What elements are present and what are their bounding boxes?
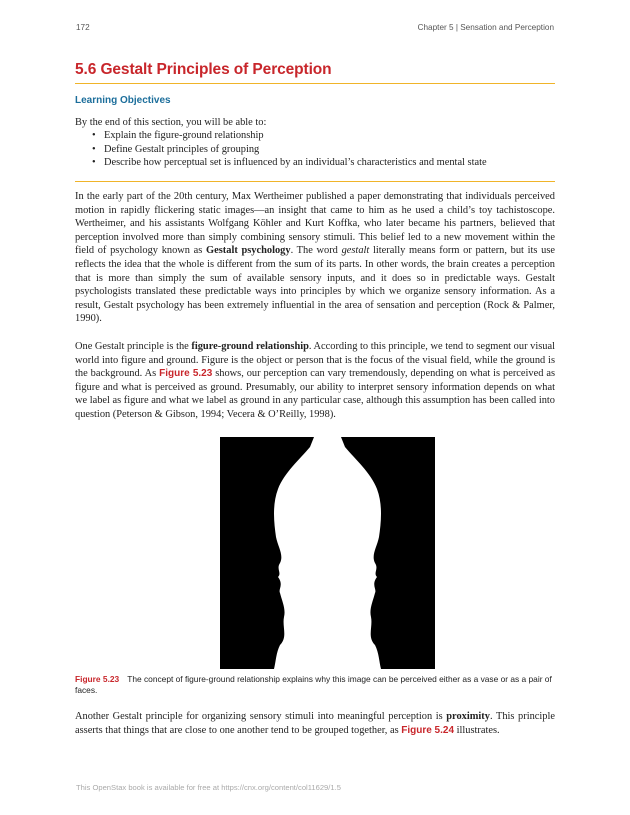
page-footer: This OpenStax book is available for free at https://cnx.org/content/col11629/1.5 <box>76 783 341 792</box>
text-run: One Gestalt principle is the <box>75 341 192 352</box>
text-run: shows, our perception can vary tremendously, depending on what is perceived as figure and what is perceived as ground. Presumably, our ability to interpret sensory information depends on what we label as figure and what we label as ground in any particular case, although this assumption has been called into question (Peterson & Gibson, 1994; Vecera & O’Reilly, 1998). <box>75 368 556 420</box>
text-run: . This principle asserts that things that are close to one another tend to be grouped together, as <box>75 711 555 736</box>
text-run: Another Gestalt principle for organizing sensory stimuli into meaningful perception is <box>75 711 447 722</box>
learning-objectives-intro: By the end of this section, you will be able to: <box>75 117 267 128</box>
bullet-icon: • <box>92 143 96 155</box>
figure-5-24-link[interactable]: Figure 5.24 <box>401 724 455 736</box>
text-run: literally means form or pattern, but its use reflects the idea that the whole is different from the sum of its parts. In other words, the brain creates a perception that is more than simply the sum of available sensory inputs, and it does so in predictable ways. Gestalt psychologists translated these predictable ways into principles by which we organize sensory information. As a result, Gestalt psychology has been extremely influential in the area of sensation and perception (Rock & Palmer, 1990). <box>75 245 555 325</box>
bullet-icon: • <box>92 157 96 169</box>
learning-objectives-heading: Learning Objectives <box>75 95 171 106</box>
key-term-gestalt-psychology: Gestalt psychology <box>206 245 291 257</box>
figure-label: Figure 5.23 <box>75 674 120 684</box>
text-run: In the early part of the 20th century, Max Wertheimer published a paper demonstrating that individuals perceived motion in rapidly flickering static images—an insight that came to him as he used a child’s toy tachistoscope. Wertheimer, and his assistants Wolfgang Köhler and Kurt Koffka, who later became his partners, believed that perception involved more than simply combining sensory stimuli. This belief led to a new movement within the field of psychology known as <box>75 191 555 257</box>
text-run: illustrates. <box>454 724 500 736</box>
text-run: . The word <box>290 245 342 257</box>
objective-item <box>75 129 487 143</box>
caption-text: The concept of figure-ground relationship explains why this image can be perceived either as a vase or as a pair of faces. <box>75 674 552 695</box>
objective-text: Define Gestalt principles of grouping <box>104 143 260 155</box>
section-title: 5.6 Gestalt Principles of Perception <box>75 61 332 78</box>
key-term-figure-ground: figure-ground relationship <box>191 341 309 352</box>
learning-objectives-list <box>75 129 487 170</box>
body-paragraph-3 <box>75 710 555 737</box>
figure-caption <box>75 674 553 695</box>
objective-text: Describe how perceptual set is influenced by an individual’s characteristics and mental state <box>104 157 487 169</box>
objectives-rule <box>75 181 555 182</box>
chapter-header: Chapter 5 | Sensation and Perception <box>417 23 554 32</box>
page-number: 172 <box>76 23 90 32</box>
vase-faces-illusion <box>220 437 435 669</box>
bullet-icon: • <box>92 130 96 141</box>
title-rule <box>75 83 555 84</box>
objective-text: Explain the figure-ground relationship <box>104 130 264 141</box>
body-paragraph-2 <box>75 340 555 422</box>
text-run: . According to this principle, we tend to segment our visual world into figure and ground. Figure is the object or person that is the focus of the visual field, while the ground is the background. As <box>75 341 555 380</box>
figure-5-23-link[interactable]: Figure 5.23 <box>159 368 213 380</box>
objective-item <box>75 143 487 157</box>
key-term-proximity: proximity <box>446 711 490 722</box>
objective-item <box>75 156 487 170</box>
italic-term-gestalt: gestalt <box>341 245 370 257</box>
body-paragraph-1 <box>75 190 555 326</box>
